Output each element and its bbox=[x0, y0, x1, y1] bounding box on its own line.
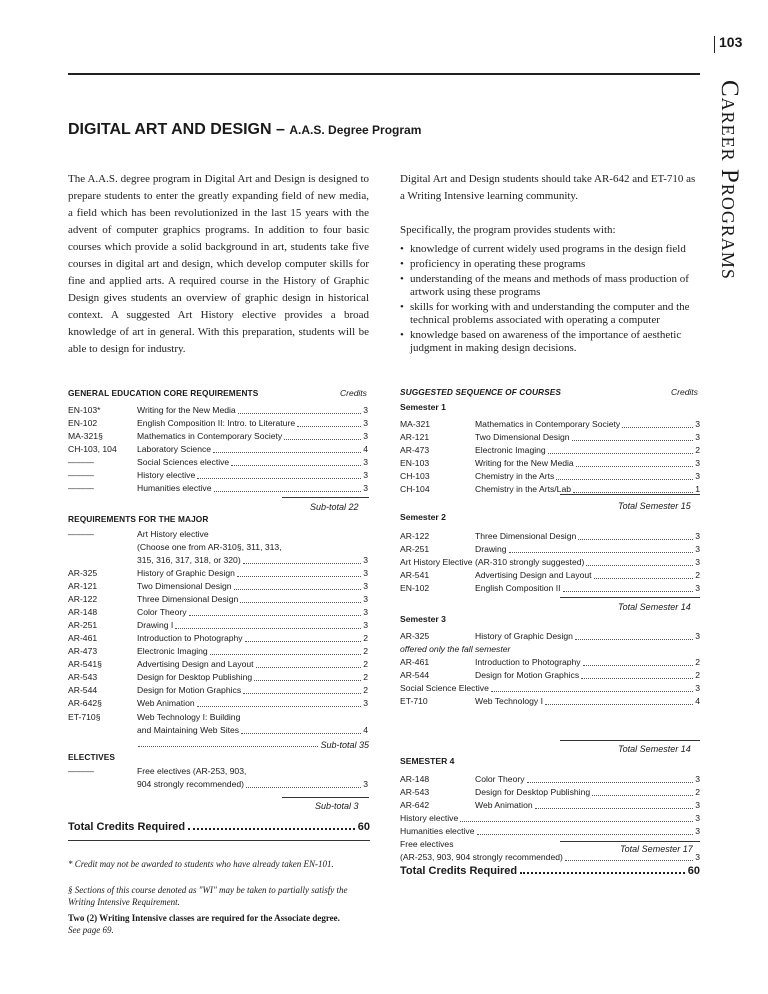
course-title: History of Graphic Design bbox=[137, 568, 235, 578]
list-item: • understanding of the means and methods of mass production of artwork using these programs bbox=[400, 273, 700, 299]
sem3-rule bbox=[560, 740, 700, 741]
course-credits: 2 bbox=[363, 672, 368, 682]
course-code: AR-461 bbox=[68, 633, 98, 643]
course-title: Three Dimensional Design bbox=[475, 531, 577, 541]
course-code: ——— bbox=[68, 457, 94, 467]
course-code: AR-122 bbox=[400, 531, 430, 541]
table-row bbox=[400, 695, 700, 708]
table-row bbox=[68, 580, 368, 593]
course-title: Design for Desktop Publishing bbox=[475, 787, 591, 797]
course-title: Web Animation bbox=[475, 800, 533, 810]
course-credits: 3 bbox=[363, 581, 368, 591]
table-row bbox=[68, 658, 368, 671]
major-heading: REQUIREMENTS FOR THE MAJOR bbox=[68, 514, 209, 524]
course-code: EN-103* bbox=[68, 405, 101, 415]
course-title: Drawing I bbox=[137, 620, 174, 630]
course-credits: 3 bbox=[695, 774, 700, 784]
course-credits: 3 bbox=[695, 557, 700, 567]
course-title: Three Dimensional Design bbox=[137, 594, 239, 604]
course-credits: 2 bbox=[695, 657, 700, 667]
fall-only-note: offered only the fall semester bbox=[400, 644, 511, 654]
course-title: Chemistry in the Arts bbox=[475, 471, 555, 481]
course-credits: 3 bbox=[695, 432, 700, 442]
social-science-row bbox=[400, 682, 700, 695]
table-row bbox=[68, 430, 368, 443]
gen-ed-subtotal-rule bbox=[282, 497, 369, 498]
course-credits: 3 bbox=[363, 418, 368, 428]
table-row bbox=[400, 582, 700, 595]
table-row bbox=[68, 404, 368, 417]
course-code: AR-544 bbox=[68, 685, 98, 695]
table-row bbox=[68, 606, 368, 619]
course-code: AR-325 bbox=[68, 568, 98, 578]
course-credits: 4 bbox=[363, 444, 368, 454]
major-subtotal: Sub-total 35 bbox=[138, 740, 369, 750]
course-code: CH-104 bbox=[400, 484, 430, 494]
semester-3-label: Semester 3 bbox=[400, 614, 446, 624]
art-history-code: ——— bbox=[68, 529, 94, 539]
course-title: Humanities elective bbox=[137, 483, 212, 493]
semester-4-total: Total Semester 17 bbox=[620, 844, 693, 854]
total-left-rule bbox=[68, 840, 370, 841]
course-title: Mathematics in Contemporary Society bbox=[137, 431, 283, 441]
course-credits: 3 bbox=[363, 620, 368, 630]
course-code: MA-321§ bbox=[68, 431, 103, 441]
course-code: AR-325 bbox=[400, 631, 430, 641]
course-title: History elective bbox=[400, 813, 459, 823]
course-title: Laboratory Science bbox=[137, 444, 212, 454]
course-code: AR-541 bbox=[400, 570, 430, 580]
semester-2-total: Total Semester 14 bbox=[618, 602, 691, 612]
wi-note: Digital Art and Design students should take AR-642 and ET-710 as a Writing Intensive learning community. bbox=[400, 173, 696, 202]
course-title: History elective bbox=[137, 470, 196, 480]
top-rule bbox=[68, 73, 700, 75]
table-row bbox=[400, 418, 700, 431]
table-row bbox=[68, 456, 368, 469]
gen-ed-subtotal: Sub-total 22 bbox=[310, 502, 359, 512]
table-row bbox=[400, 656, 700, 669]
title-sub: A.A.S. Degree Program bbox=[289, 123, 422, 137]
course-title: Mathematics in Contemporary Society bbox=[475, 419, 621, 429]
list-item: • knowledge of current widely used programs in the design field bbox=[400, 243, 700, 256]
course-credits: 1 bbox=[695, 484, 700, 494]
web-tech-row bbox=[68, 711, 368, 739]
table-row bbox=[68, 619, 368, 632]
footnote-wi-required: Two (2) Writing Intensive classes are required for the Associate degree. bbox=[68, 913, 340, 923]
table-row bbox=[400, 444, 700, 457]
table-row bbox=[68, 469, 368, 482]
art-history-line3: 315, 316, 317, 318, or 320) 3 bbox=[137, 555, 368, 565]
course-credits: 2 bbox=[695, 570, 700, 580]
gen-ed-heading: GENERAL EDUCATION CORE REQUIREMENTS bbox=[68, 388, 259, 398]
course-title: Advertising Design and Layout bbox=[137, 659, 254, 669]
page-number: 103 bbox=[719, 34, 743, 50]
web-tech-code: ET-710§ bbox=[68, 712, 101, 722]
course-credits: 4 bbox=[695, 696, 700, 706]
course-code: AR-473 bbox=[400, 445, 430, 455]
table-row bbox=[68, 632, 368, 645]
course-credits: 2 bbox=[363, 659, 368, 669]
course-credits: 3 bbox=[695, 813, 700, 823]
course-title: Web Technology I bbox=[475, 696, 543, 706]
course-code: AR-148 bbox=[400, 774, 430, 784]
humanities-elective-row bbox=[400, 825, 700, 838]
course-code: AR-148 bbox=[68, 607, 98, 617]
table-row bbox=[400, 799, 700, 812]
total-credits-right: Total Credits Required 60 bbox=[400, 865, 700, 877]
course-code: EN-103 bbox=[400, 458, 430, 468]
course-credits: 3 bbox=[695, 826, 700, 836]
course-title: Art History Elective (AR-310 strongly suggested) bbox=[400, 557, 585, 567]
title-dash: – bbox=[271, 121, 290, 138]
course-title: Drawing bbox=[475, 544, 507, 554]
course-title: Design for Motion Graphics bbox=[475, 670, 580, 680]
table-row bbox=[68, 417, 368, 430]
course-credits: 3 bbox=[695, 583, 700, 593]
course-title: Introduction to Photography bbox=[137, 633, 243, 643]
electives-code: ——— bbox=[68, 766, 94, 776]
course-code: CH-103 bbox=[400, 471, 430, 481]
course-title: Writing for the New Media bbox=[475, 458, 574, 468]
table-row bbox=[400, 530, 700, 543]
course-code: ——— bbox=[68, 483, 94, 493]
sem1-rule bbox=[560, 494, 700, 495]
course-title: History of Graphic Design bbox=[475, 631, 573, 641]
provides-intro: Specifically, the program provides students with: bbox=[400, 224, 616, 236]
course-credits: 3 bbox=[363, 607, 368, 617]
footnote-wi: § Sections of this course denoted as "WI" may be taken to partially satisfy the Writing Intensive Requirement. bbox=[68, 885, 348, 907]
course-credits: 2 bbox=[363, 633, 368, 643]
course-credits: 3 bbox=[695, 471, 700, 481]
course-title: Electronic Imaging bbox=[137, 646, 208, 656]
course-code: AR-544 bbox=[400, 670, 430, 680]
semester-2-label: Semester 2 bbox=[400, 512, 446, 522]
course-code: AR-642§ bbox=[68, 698, 102, 708]
art-history-elective bbox=[68, 528, 368, 568]
course-code: EN-102 bbox=[68, 418, 98, 428]
table-row bbox=[400, 773, 700, 786]
course-code: AR-121 bbox=[400, 432, 430, 442]
course-code: ET-710 bbox=[400, 696, 428, 706]
course-credits: 3 bbox=[363, 457, 368, 467]
course-credits: 2 bbox=[695, 670, 700, 680]
title-main: DIGITAL ART AND DESIGN bbox=[68, 121, 272, 138]
table-row bbox=[400, 569, 700, 582]
course-title: Writing for the New Media bbox=[137, 405, 236, 415]
art-history-row bbox=[400, 556, 700, 569]
course-code: EN-102 bbox=[400, 583, 430, 593]
course-credits: 2 bbox=[695, 445, 700, 455]
history-elective-row bbox=[400, 812, 700, 825]
table-row bbox=[400, 543, 700, 556]
table-row bbox=[68, 593, 368, 606]
course-code: AR-543 bbox=[68, 672, 98, 682]
total-credits-left: Total Credits Required 60 bbox=[68, 821, 370, 833]
sequence-heading: SUGGESTED SEQUENCE OF COURSES bbox=[400, 387, 562, 397]
table-row bbox=[400, 431, 700, 444]
side-label-text: Career Programs bbox=[716, 80, 743, 280]
course-credits: 2 bbox=[695, 787, 700, 797]
course-title: Electronic Imaging bbox=[475, 445, 546, 455]
course-title: Chemistry in the Arts/Lab bbox=[475, 484, 572, 494]
electives-subtotal: Sub-total 3 bbox=[315, 801, 359, 811]
list-item: • proficiency in operating these programs bbox=[400, 258, 700, 271]
sequence-credits-label: Credits bbox=[671, 387, 698, 397]
course-title: Color Theory bbox=[475, 774, 525, 784]
course-title: Design for Motion Graphics bbox=[137, 685, 242, 695]
course-credits: 3 bbox=[695, 419, 700, 429]
course-code: AR-122 bbox=[68, 594, 98, 604]
electives-heading: ELECTIVES bbox=[68, 752, 116, 762]
course-credits: 3 bbox=[695, 631, 700, 641]
table-row bbox=[68, 684, 368, 697]
table-row bbox=[400, 630, 700, 643]
table-row bbox=[68, 567, 368, 580]
footnote-see-page: See page 69. bbox=[68, 925, 114, 935]
sem4-rule bbox=[560, 841, 700, 842]
course-code: AR-461 bbox=[400, 657, 430, 667]
semester-3-total: Total Semester 14 bbox=[618, 744, 691, 754]
course-code: CH-103, 104 bbox=[68, 444, 117, 454]
web-tech-line1: Web Technology I: Building bbox=[137, 712, 241, 722]
course-code: AR-541§ bbox=[68, 659, 102, 669]
electives-row bbox=[68, 765, 368, 793]
art-history-line1: Art History elective bbox=[137, 529, 209, 539]
section-side-label bbox=[713, 80, 743, 280]
course-code: AR-121 bbox=[68, 581, 98, 591]
electives-subtotal-rule bbox=[282, 797, 369, 798]
list-item: • skills for working with and understanding the computer and the technical problems associated with operating a computer bbox=[400, 301, 700, 327]
course-credits: 3 bbox=[695, 800, 700, 810]
art-history-line2: (Choose one from AR-310§, 311, 313, bbox=[137, 542, 282, 552]
course-title: (AR-253, 903, 904 strongly recommended) bbox=[400, 852, 563, 862]
course-code: AR-251 bbox=[400, 544, 430, 554]
page-title bbox=[68, 121, 421, 139]
table-row bbox=[400, 786, 700, 799]
course-credits: 3 bbox=[363, 483, 368, 493]
course-title: Introduction to Photography bbox=[475, 657, 581, 667]
course-title: Web Animation bbox=[137, 698, 195, 708]
course-title: Design for Desktop Publishing bbox=[137, 672, 253, 682]
program-overview bbox=[400, 171, 700, 357]
course-code: MA-321 bbox=[400, 419, 431, 429]
course-credits: 3 bbox=[363, 405, 368, 415]
gen-ed-credits-label: Credits bbox=[340, 388, 367, 398]
table-row bbox=[68, 482, 368, 495]
course-title: Social Sciences elective bbox=[137, 457, 230, 467]
course-title: English Composition II bbox=[475, 583, 561, 593]
semester-1-label: Semester 1 bbox=[400, 402, 446, 412]
electives-line1: Free electives (AR-253, 903, bbox=[137, 766, 247, 776]
course-credits: 3 bbox=[363, 431, 368, 441]
sem2-rule bbox=[560, 597, 700, 598]
footnote-credit: * Credit may not be awarded to students who have already taken EN-101. bbox=[68, 859, 334, 869]
free-electives-label: Free electives bbox=[400, 839, 454, 849]
electives-line2: 904 strongly recommended) 3 bbox=[137, 779, 368, 789]
course-credits: 3 bbox=[695, 531, 700, 541]
course-credits: 3 bbox=[695, 683, 700, 693]
course-code: AR-473 bbox=[68, 646, 98, 656]
semester-1-total: Total Semester 15 bbox=[618, 501, 691, 511]
course-credits: 2 bbox=[363, 685, 368, 695]
list-item: • knowledge based on awareness of the importance of aesthetic judgment in making design decisions. bbox=[400, 329, 700, 355]
course-credits: 3 bbox=[363, 568, 368, 578]
course-code: ——— bbox=[68, 470, 94, 480]
web-tech-line2: and Maintaining Web Sites 4 bbox=[137, 725, 368, 735]
course-title: Social Science Elective bbox=[400, 683, 489, 693]
provides-list bbox=[400, 243, 700, 355]
course-credits: 2 bbox=[363, 646, 368, 656]
course-code: AR-642 bbox=[400, 800, 430, 810]
table-row bbox=[68, 671, 368, 684]
course-credits: 3 bbox=[695, 852, 700, 862]
course-title: Two Dimensional Design bbox=[137, 581, 232, 591]
course-title: Advertising Design and Layout bbox=[475, 570, 592, 580]
course-credits: 3 bbox=[363, 698, 368, 708]
table-row bbox=[400, 669, 700, 682]
course-credits: 3 bbox=[695, 458, 700, 468]
table-row bbox=[68, 645, 368, 658]
course-title: English Composition II: Intro. to Literature bbox=[137, 418, 296, 428]
course-credits: 3 bbox=[695, 544, 700, 554]
page-number-divider bbox=[714, 36, 715, 53]
course-title: Two Dimensional Design bbox=[475, 432, 570, 442]
table-row bbox=[68, 697, 368, 710]
course-credits: 3 bbox=[363, 470, 368, 480]
course-credits: 3 bbox=[363, 594, 368, 604]
course-code: AR-543 bbox=[400, 787, 430, 797]
table-row bbox=[400, 470, 700, 483]
intro-paragraph: The A.A.S. degree program in Digital Art and Design is designed to prepare students to enter the greatly expanding field of new media, a field which has been revolutionized in the last 15 years with the advent of computer graphics programs. In addition to four basic courses which provide a solid background in art, students take five courses in digital art and design, which develop computer skills for fine and applied arts. A required course in the History of Graphic Design gives students an overview of graphic design in historical context. A suggested Art History elective provides a broad knowledge of art in general. With this preparation, students will be able to design for industry. bbox=[68, 173, 369, 355]
table-row bbox=[400, 457, 700, 470]
semester-4-label: SEMESTER 4 bbox=[400, 756, 455, 766]
course-title: Humanities elective bbox=[400, 826, 475, 836]
course-title: Color Theory bbox=[137, 607, 187, 617]
course-code: AR-251 bbox=[68, 620, 98, 630]
table-row bbox=[68, 443, 368, 456]
